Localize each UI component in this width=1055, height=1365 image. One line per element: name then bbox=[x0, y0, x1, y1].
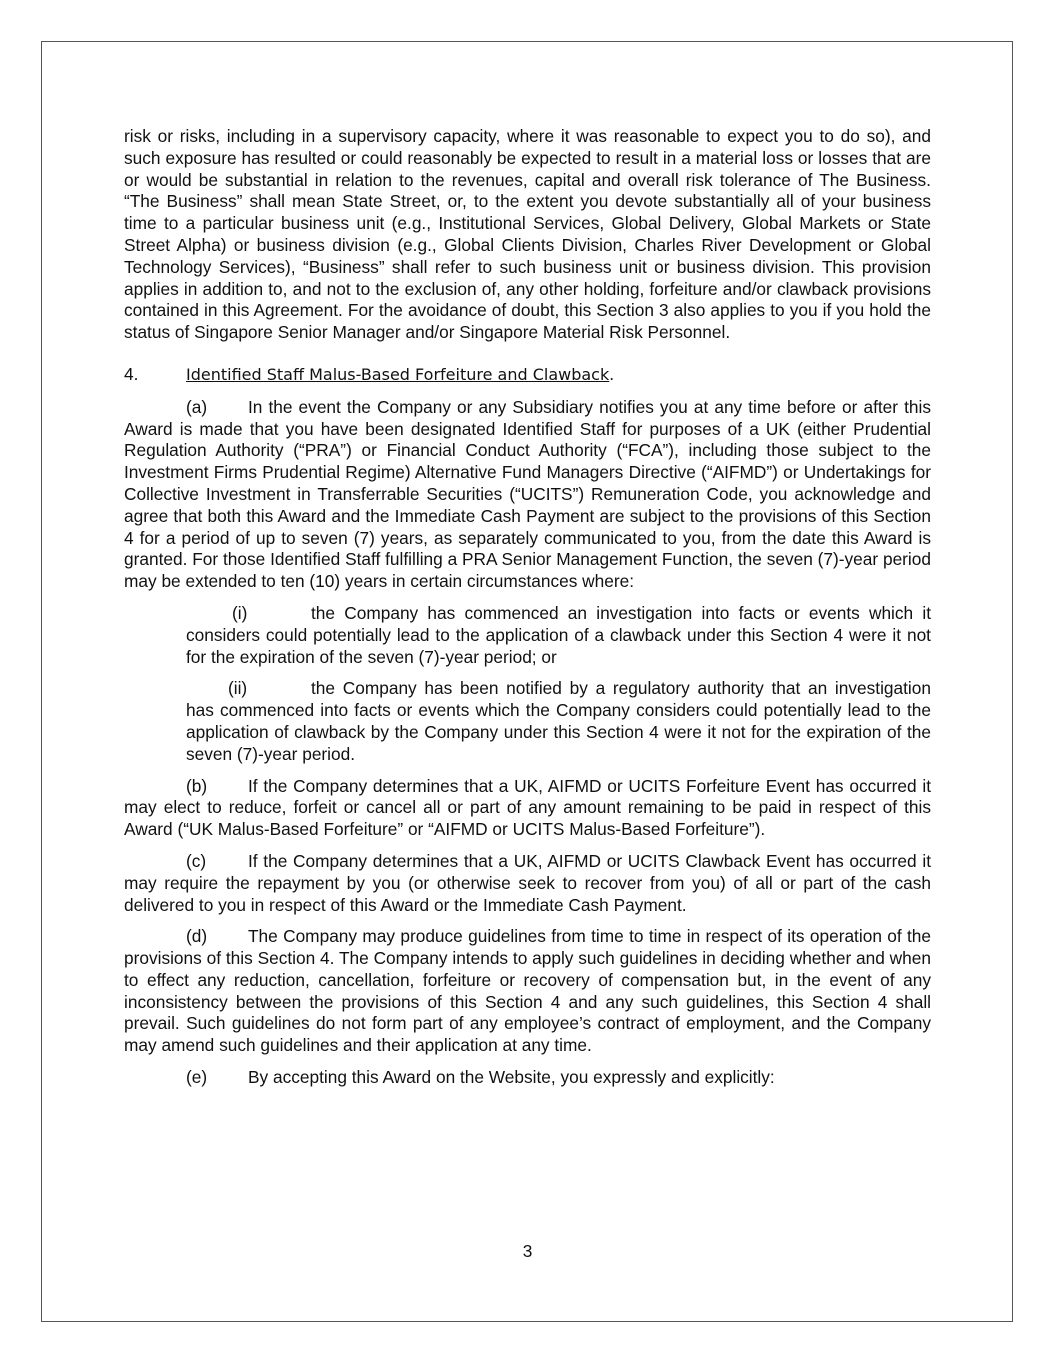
clause-d bbox=[124, 926, 931, 1057]
clause-c-label: (c) bbox=[186, 850, 207, 871]
clause-b bbox=[124, 776, 931, 841]
clause-a bbox=[124, 397, 931, 593]
clause-e bbox=[124, 1067, 931, 1089]
clause-ii bbox=[186, 678, 931, 765]
clause-e-label: (e) bbox=[186, 1067, 208, 1088]
section-number: 4. bbox=[124, 363, 139, 384]
clause-b-text: If the Company determines that a UK, AIFMD or UCITS Forfeiture Event has occurred it may elect to reduce, forfeit or cancel all or part of any amount remaining to be paid in respect of this Award (“UK Malus-Based Forfeiture” or “AIFMD or UCITS Malus-Based Forfeiture”). bbox=[124, 775, 931, 840]
intro-paragraph: risk or risks, including in a supervisory capacity, where it was reasonable to expect you to do so), and such exposure has resulted or could reasonably be expected to result in a material loss or losses that are or would be substantial in relation to the revenues, capital and overall risk tolerance of The Business. “The Business” shall mean State Street, or, to the extent you devote substantially all of your business time to a particular business unit (e.g., Institutional Services, Global Delivery, Global Markets or State Street Alpha) or business division (e.g., Global Clients Division, Charles River Development or Global Technology Services), “Business” shall refer to such business unit or business division. This provision applies in addition to, and not to the exclusion of, any other holding, forfeiture and/or clawback provisions contained in this Agreement. For the avoidance of doubt, this Section 3 also applies to you if you hold the status of Singapore Senior Manager and/or Singapore Material Risk Personnel. bbox=[124, 126, 931, 343]
clause-ii-label: (ii) bbox=[228, 678, 248, 699]
clause-i-label: (i) bbox=[232, 602, 248, 623]
clause-c-text: If the Company determines that a UK, AIFMD or UCITS Clawback Event has occurred it may require the repayment by you (or otherwise seek to recover from you) of all or part of the cash delivered to you in respect of this Award or the Immediate Cash Payment. bbox=[124, 850, 931, 915]
clause-b-label: (b) bbox=[186, 775, 208, 796]
clause-ii-text: the Company has been notified by a regulatory authority that an investigation has commenced into facts or events which the Company considers could potentially lead to the application of clawback by the Company under this Section 4 were it not for the expiration of the seven (7)-year period. bbox=[186, 678, 931, 764]
clause-a-text: In the event the Company or any Subsidiary notifies you at any time before or after this Award is made that you have been designated Identified Staff for purposes of a UK (either Prudential Regulation Authority (“PRA”) or Financial Conduct Authority (“FCA”), including those subject to the Investment Firms Prudential Regime) Alternative Fund Managers Directive (“AIFMD”) or Undertakings for Collective Investment in Transferrable Securities (“UCITS”) Remuneration Code, you acknowledge and agree that both this Award and the Immediate Cash Payment are subject to the provisions of this Section 4 for a period of up to seven (7) years, as separately communicated to you, from the date this Award is granted. For those Identified Staff fulfilling a PRA Senior Management Function, the seven (7)-year period may be extended to ten (10) years in certain circumstances where: bbox=[124, 396, 931, 592]
clause-c bbox=[124, 851, 931, 916]
section-title-suffix: . bbox=[609, 363, 615, 384]
clause-a-label: (a) bbox=[186, 396, 208, 417]
section-4-heading bbox=[124, 364, 931, 386]
clause-i-text: the Company has commenced an investigation into facts or events which it considers could potentially lead to the application of a clawback under this Section 4 were it not for the expiration of the seven (7)-year period; or bbox=[186, 602, 931, 667]
document-body bbox=[124, 126, 931, 1099]
section-title: Identified Staff Malus-Based Forfeiture and Clawback bbox=[186, 364, 610, 384]
clause-d-text: The Company may produce guidelines from time to time in respect of its operation of the provisions of this Section 4. The Company intends to apply such guidelines in deciding whether and when to effect any reduction, cancellation, forfeiture or recovery of compensation but, in the event of any inconsistency between the provisions of this Section 4 and any such guidelines, this Section 4 shall prevail. Such guidelines do not form part of any employee’s contract of employment, and the Company may amend such guidelines and their application at any time. bbox=[124, 926, 931, 1056]
clause-e-text: By accepting this Award on the Website, you expressly and explicitly: bbox=[248, 1067, 775, 1088]
clause-i bbox=[186, 603, 931, 668]
page-number: 3 bbox=[522, 1241, 533, 1261]
clause-d-label: (d) bbox=[186, 926, 208, 947]
